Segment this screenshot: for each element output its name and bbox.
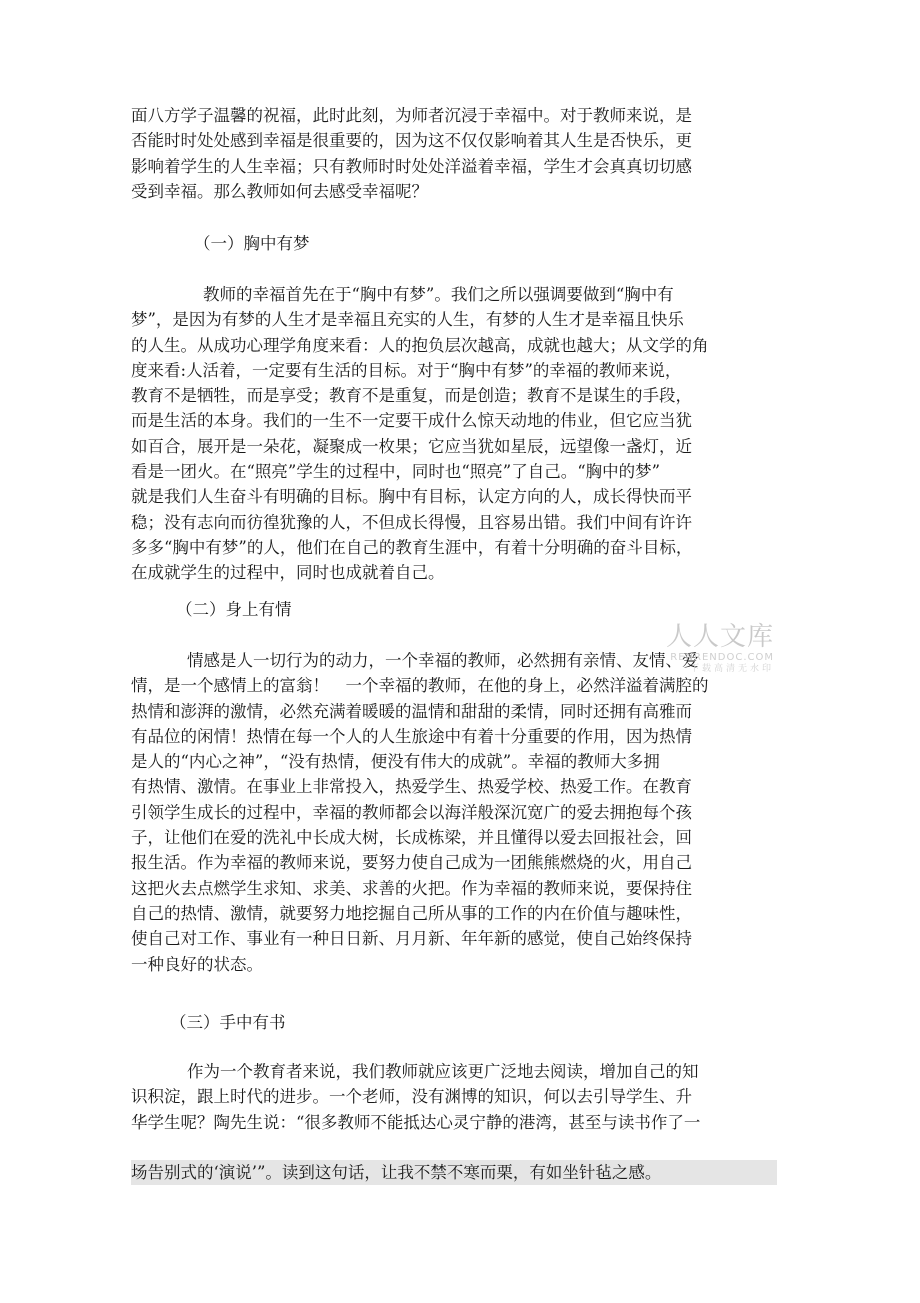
text-line: 识积淀，跟上时代的进步。一个老师，没有渊博的知识，何以去引导学生、升 bbox=[131, 1087, 692, 1107]
section-heading-3: （三）手中有书 bbox=[170, 1013, 286, 1032]
intro-paragraph bbox=[131, 103, 746, 204]
text-line: 引领学生成长的过程中，幸福的教师都会以海洋般深沉宽广的爱去拥抱每个孩 bbox=[131, 802, 692, 822]
watermark-url: RENRENDOC.COM bbox=[670, 652, 774, 663]
text-line: 教育不是牺牲，而是享受；教育不是重复，而是创造；教育不是谋生的手段， bbox=[131, 386, 692, 406]
text-line: 教师的幸福首先在于“胸中有梦”。我们之所以强调要做到“胸中有 bbox=[203, 285, 674, 304]
text-line: 就是我们人生奋斗有明确的目标。胸中有目标，认定方向的人，成长得快而平 bbox=[131, 487, 692, 507]
text-line: 报生活。作为幸福的教师来说，要努力使自己成为一团熊熊燃烧的火，用自己 bbox=[131, 853, 692, 873]
text-line: 情感是人一切行为的动力，一个幸福的教师，必然拥有亲情、友情、爱 bbox=[187, 651, 699, 670]
text-line: 度来看:人活着，一定要有生活的目标。对于“胸中有梦”的幸福的教师来说， bbox=[131, 360, 682, 380]
text-line: 子，让他们在爱的洗礼中长成大树，长成栋梁，并且懂得以爱去回报社会，回 bbox=[131, 828, 692, 848]
section-3-paragraph bbox=[131, 1059, 746, 1135]
text-line: 受到幸福。那么教师如何去感受幸福呢？ bbox=[131, 181, 428, 201]
text-line: 而是生活的本身。我们的一生不一定要干成什么惊天动地的伟业，但它应当犹 bbox=[131, 411, 692, 431]
text-line: 如百合，展开是一朵花，凝聚成一枚果；它应当犹如星辰，远望像一盏灯，近 bbox=[131, 436, 692, 456]
text-line: 否能时时处处感到幸福是很重要的，因为这不仅仅影响着其人生是否快乐，更 bbox=[131, 131, 692, 151]
watermark-title: 人人文库 bbox=[665, 622, 774, 652]
section-heading-1: （一）胸中有梦 bbox=[194, 234, 310, 253]
text-line: 使自己对工作、事业有一种日日新、月月新、年年新的感觉，使自己始终保持 bbox=[131, 929, 692, 949]
text-line: 看是一团火。在“照亮”学生的过程中，同时也“照亮”了自己。“胸中的梦” bbox=[131, 462, 661, 482]
text-line: 是人的“内心之神”，“没有热情，便没有伟大的成就”。幸福的教师大多拥 bbox=[131, 752, 660, 772]
highlighted-text-line: 场告别式的‘演说’”。读到这句话，让我不禁不寒而栗，有如坐针毡之感。 bbox=[131, 1160, 777, 1185]
text-line: 梦”，是因为有梦的人生才是幸福且充实的人生，有梦的人生才是幸福且快乐 bbox=[131, 310, 684, 330]
text-line: 多多“胸中有梦”的人，他们在自己的教育生涯中，有着十分明确的奋斗目标， bbox=[131, 537, 693, 557]
text-line: 面八方学子温馨的祝福，此时此刻，为师者沉浸于幸福中。对于教师来说，是 bbox=[131, 106, 692, 125]
section-2-paragraph bbox=[131, 648, 746, 977]
section-1-paragraph bbox=[131, 282, 746, 586]
text-line: 的人生。从成功心理学角度来看：人的抱负层次越高，成就也越大；从文学的角 bbox=[131, 335, 709, 355]
text-line: 有热情、激情。在事业上非常投入，热爱学生、热爱学校、热爱工作。在教育 bbox=[131, 777, 692, 797]
watermark-subtitle: 下载高清无水印 bbox=[689, 664, 774, 674]
section-heading-2: （二）身上有情 bbox=[176, 600, 292, 619]
text-line: 热情和澎湃的激情，必然充满着暖暖的温情和甜甜的柔情，同时还拥有高雅而 bbox=[131, 701, 692, 721]
text-line: 自己的热情、激情，就要努力地挖掘自己所从事的工作的内在价值与趣味性， bbox=[131, 903, 692, 923]
text-line: 一种良好的状态。 bbox=[131, 954, 263, 974]
text-line: 华学生呢？陶先生说：“很多教师不能抵达心灵宁静的港湾，甚至与读书作了一 bbox=[131, 1112, 701, 1132]
text-line: 稳；没有志向而彷徨犹豫的人，不但成长得慢，且容易出错。我们中间有许许 bbox=[131, 512, 692, 532]
text-line: 作为一个教育者来说，我们教师就应该更广泛地去阅读，增加自己的知 bbox=[187, 1062, 699, 1081]
watermark-logo bbox=[648, 622, 774, 682]
text-line: 在成就学生的过程中，同时也成就着自己。 bbox=[131, 563, 445, 583]
text-line: 这把火去点燃学生求知、求美、求善的火把。作为幸福的教师来说，要保持住 bbox=[131, 878, 692, 898]
text-line: 情，是一个感情上的富翁！ 一个幸福的教师，在他的身上，必然洋溢着满腔的 bbox=[131, 676, 709, 696]
text-line: 影响着学生的人生幸福；只有教师时时处处洋溢着幸福，学生才会真真切切感 bbox=[131, 156, 692, 176]
text-line: 有品位的闲情！热情在每一个人的人生旅途中有着十分重要的作用，因为热情 bbox=[131, 726, 692, 746]
